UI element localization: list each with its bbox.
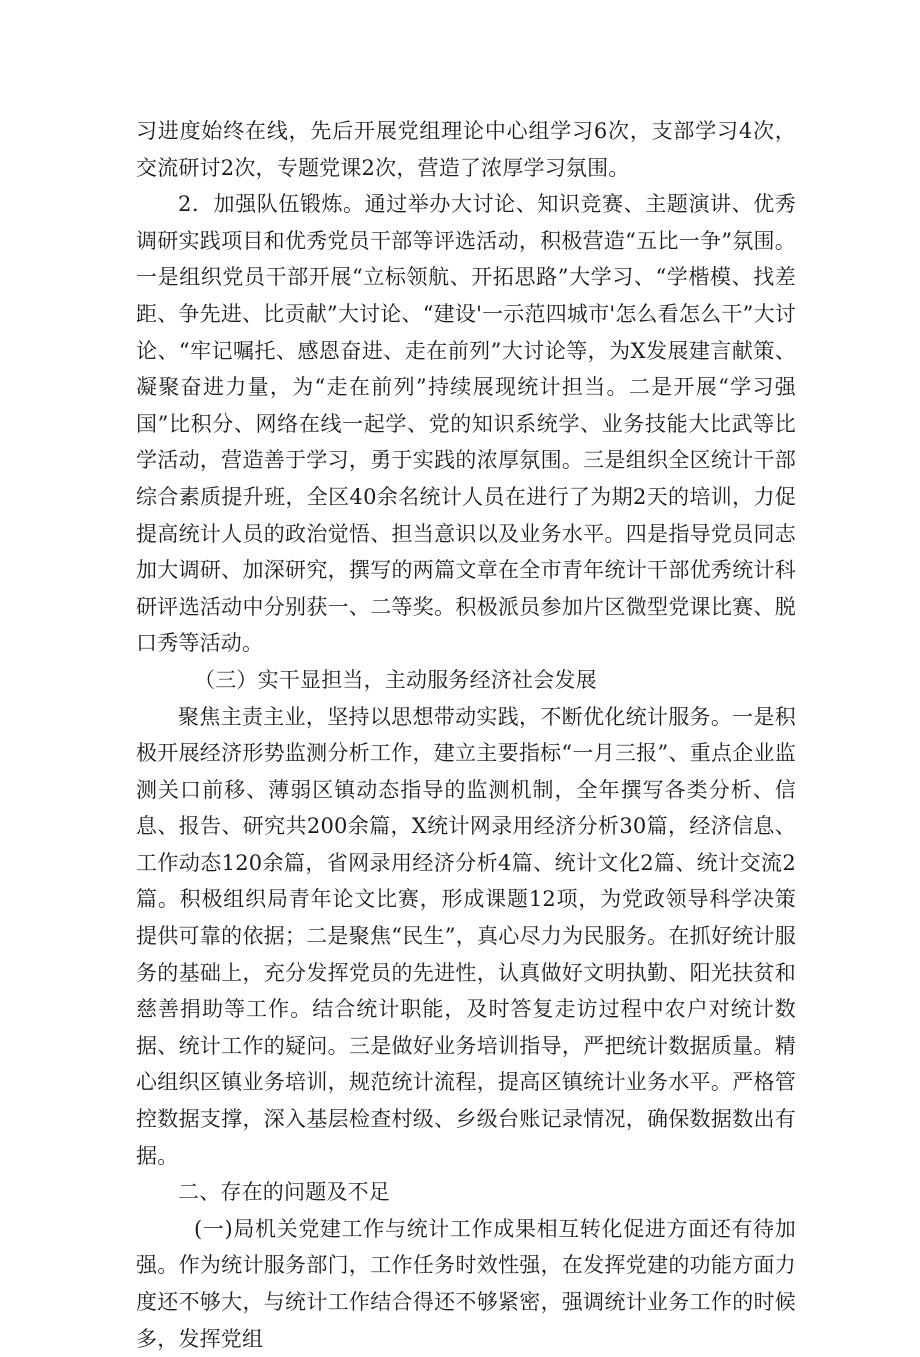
paragraph-continuation: 习进度始终在线，先后开展党组理论中心组学习6次，支部学习4次，交流研讨2次，专题党课2次，营造了浓厚学习氛围。 (136, 119, 796, 180)
paragraph-problem-one: (一)局机关党建工作与统计工作成果相互转化促进方面还有待加强。作为统计服务部门，工作任务时效性强，在发挥党建的功能方面力度还不够大，与统计工作结合得还不够紧密，强调统计业务工作的时候多，发挥党组 (136, 1216, 796, 1351)
paragraph-team-training: 2．加强队伍锻炼。通过举办大讨论、知识竞赛、主题演讲、优秀调研实践项目和优秀党员干部等评选活动，积极营造“五比一争”氛围。一是组织党员干部开展“立标领航、开拓思路”大学习、“学楷模、找差距、争先进、比贡献”大讨论、“建设'一示范四城市'怎么看怎么干”大讨论、“牢记嘱托、感恩奋进、走在前列”大讨论等，为X发展建言献策、凝聚奋进力量，为“走在前列”持续展现统计担当。二是开展“学习强国”比积分、网络在线一起学、党的知识系统学、业务技能大比武等比学活动，营造善于学习，勇于实践的浓厚氛围。三是组织全区统计干部综合素质提升班，全区40余名统计人员在进行了为期2天的培训，力促提高统计人员的政治觉悟、担当意识以及业务水平。四是指导党员同志加大调研、加深研究，撰写的两篇文章在全市青年统计干部优秀统计科研评选活动中分别获一、二等奖。积极派员参加片区微型党课比赛、脱口秀等活动。 (136, 192, 796, 656)
paragraph-statistical-service: 聚焦主责主业，坚持以思想带动实践，不断优化统计服务。一是积极开展经济形势监测分析工作，建立主要指标“一月三报”、重点企业监测关口前移、薄弱区镇动态指导的监测机制，全年撰写各类分析、信息、报告、研究共200余篇，X统计网录用经济分析30篇，经济信息、工作动态120余篇，省网录用经济分析4篇、统计文化2篇、统计交流2篇。积极组织局青年论文比赛，形成课题12项，为党政领导科学决策提供可靠的依据；二是聚焦“民生”，真心尽力为民服务。在抓好统计服务的基础上，充分发挥党员的先进性，认真做好文明执勤、阳光扶贫和慈善捐助等工作。结合统计职能，及时答复走访过程中农户对统计数据、统计工作的疑问。三是做好业务培训指导，严把统计数据质量。精心组织区镇业务培训，规范统计流程，提高区镇统计业务水平。严格管控数据支撑，深入基层检查村级、乡级台账记录情况，确保数据数出有据。 (136, 704, 796, 1168)
section-heading-problems: 二、存在的问题及不足 (178, 1180, 390, 1205)
document-body (136, 113, 796, 1357)
section-heading-economic-service: （三）实干显担当，主动服务经济社会发展 (194, 667, 597, 692)
